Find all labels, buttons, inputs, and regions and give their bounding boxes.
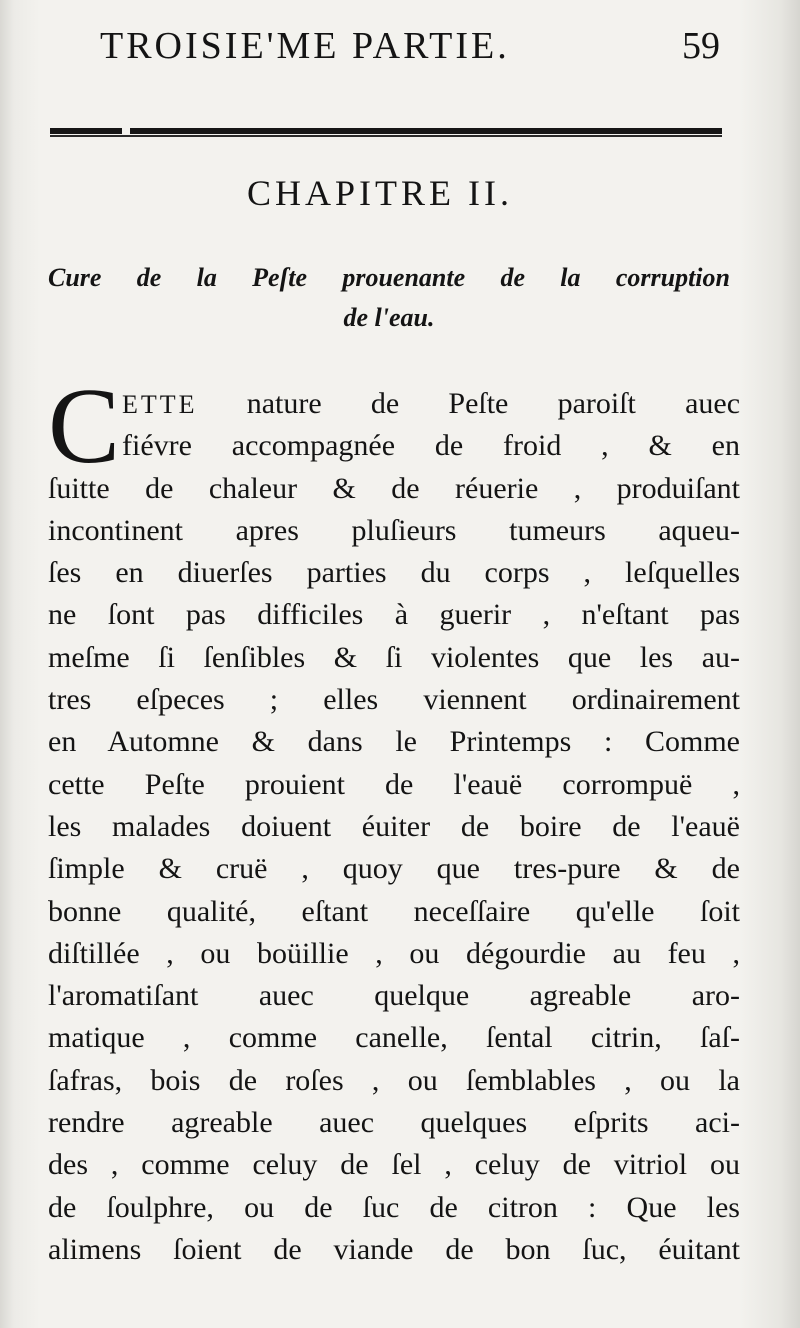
body-line-19: des , comme celuy de ſel , celuy de vitriol ou: [48, 1148, 740, 1182]
line-1-text: nature de Peſte paroiſt auec: [246, 387, 741, 420]
body-line-13: bonne qualité, eſtant neceſſaire qu'elle ſoit: [48, 894, 740, 928]
body-line-7: meſme ſi ſenſibles & ſi violentes que les au-: [48, 640, 740, 674]
body-line-10: cette Peſte prouient de l'eauë corrompuë ,: [48, 767, 740, 801]
rule-segment-left: [50, 128, 122, 134]
body-line-3: ſuitte de chaleur & de réuerie , produiſant: [48, 471, 740, 505]
body-line-20: de ſoulphre, ou de ſuc de citron : Que les: [48, 1190, 740, 1224]
chapter-title: CHAPITRE II.: [247, 173, 513, 213]
ornamental-rule: [50, 128, 722, 138]
small-caps-word: ETTE: [122, 390, 198, 419]
subtitle-line-1: Cure de la Peſte prouenante de la corruption: [48, 263, 730, 292]
body-line-17: ſafras, bois de roſes , ou ſemblables , ou la: [48, 1063, 740, 1097]
body-line-16: matique , comme canelle, ſental citrin, ſaſ-: [48, 1021, 740, 1055]
body-text: [48, 367, 741, 1271]
body-line-14: diſtillée , ou boüillie , ou dégourdie au feu ,: [48, 936, 740, 970]
body-line-2: fiévre accompagnée de froid , & en: [122, 429, 740, 463]
running-head: [100, 18, 720, 78]
body-line-5: ſes en diuerſes parties du corps , leſquelles: [48, 556, 740, 590]
body-line-15: l'aromatiſant auec quelque agreable aro-: [48, 979, 740, 1013]
chapter-subtitle: [48, 258, 730, 338]
body-line-1: [48, 383, 740, 425]
drop-cap: C: [48, 367, 121, 486]
body-line-12: ſimple & cruë , quoy que tres-pure & de: [48, 852, 740, 886]
body-line-21: alimens ſoient de viande de bon ſuc, éuitant: [48, 1232, 740, 1266]
page-number: 59: [682, 25, 720, 67]
body-line-6: ne ſont pas difficiles à guerir , n'eſtant pas: [48, 598, 740, 632]
rule-thin-line: [50, 135, 722, 137]
rule-segment-main: [130, 128, 722, 134]
body-line-9: en Automne & dans le Printemps : Comme: [48, 725, 740, 759]
body-line-11: les malades doiuent éuiter de boire de l'eauë: [48, 809, 740, 843]
body-line-4: incontinent apres pluſieurs tumeurs aqueu-: [48, 513, 740, 547]
subtitle-line-2: de l'eau.: [343, 303, 435, 332]
body-line-18: rendre agreable auec quelques eſprits aci-: [48, 1106, 740, 1140]
running-head-title: TROISIE'ME PARTIE.: [100, 25, 510, 67]
body-line-8: tres eſpeces ; elles viennent ordinairement: [48, 683, 740, 717]
